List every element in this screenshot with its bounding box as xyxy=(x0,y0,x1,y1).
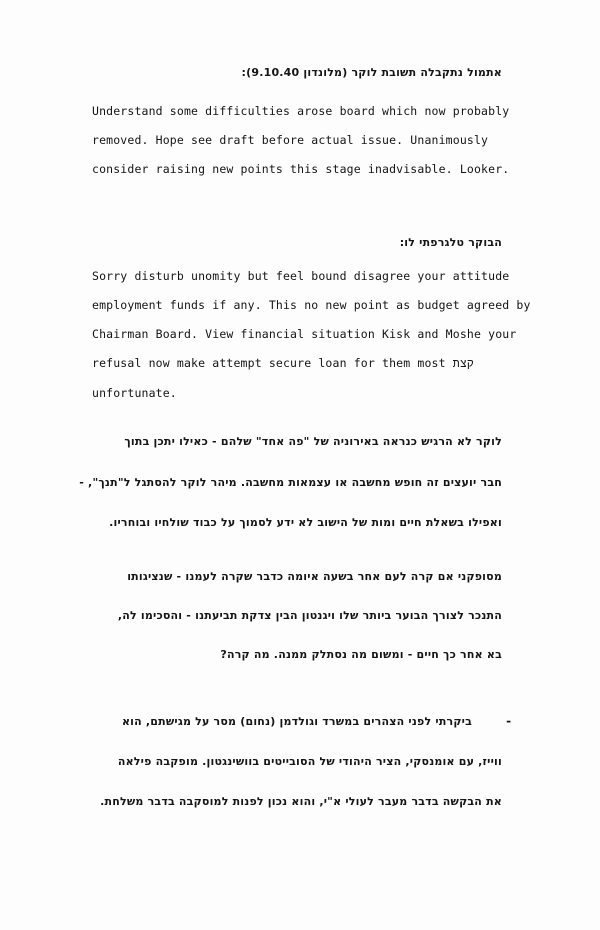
paragraph-dash: - xyxy=(505,714,513,728)
telegram-line: consider raising new points this stage inadvisable. Looker. xyxy=(92,162,510,176)
paragraph-line: התנכר לצורך הבוער ביותר שלו ויגנטון הבין צדקת תביעתנו - והסכימו לה, xyxy=(117,609,502,622)
telegram-line: Chairman Board. View financial situation Kisk and Moshe your xyxy=(92,327,517,341)
paragraph-line: את הבקשה בדבר מעבר לעולי א"י, והוא נכון לפנות למוסקבה בדבר משלחת. xyxy=(100,795,502,808)
telegram-line: Sorry disturb unomity but feel bound disagree your attitude xyxy=(92,269,510,283)
section-heading-telegram-sent: הבוקר טלגרפתי לו: xyxy=(399,236,502,249)
paragraph-line: ווייז, עם אומנסקי, הציר היהודי של הסובייטים בוושינגטון. מופקבה פילאה xyxy=(117,755,502,768)
telegram-line: removed. Hope see draft before actual issue. Unanimously xyxy=(92,133,489,147)
paragraph-line: ביקרתי לפני הצהרים במשרד וגולדמן (נחום) מסר על מגישתם, הוא xyxy=(121,715,472,728)
telegram-line: Understand some difficulties arose board which now probably xyxy=(92,104,510,118)
paragraph-line: לוקר לא הרגיש כנראה באירוניה של "פה אחד" שלהם - כאילו יתכן בתוך xyxy=(124,435,502,448)
telegram-line: unfortunate. xyxy=(92,386,177,400)
telegram-line: refusal now make attempt secure loan for them most קצת xyxy=(92,356,474,370)
paragraph-line: ואפילו בשאלת חיים ומות של הישוב לא ידע לסמוך על כבוד שולחיו ובוחריו. xyxy=(109,516,502,529)
telegram-line: employment funds if any. This no new point as budget agreed by xyxy=(92,298,531,312)
paragraph-line: בא אחר כך חיים - ומשום מה נסתלק ממנה. מה קרה? xyxy=(220,648,502,661)
paragraph-line: חבר יועצים זה חופש מחשבה או עצמאות מחשבה. מיהר לוקר להסתגל ל"תנך", - xyxy=(79,476,502,489)
section-heading-looker-reply: אתמול נתקבלה תשובת לוקר (מלונדון 9.10.40): xyxy=(241,66,502,79)
paragraph-line: מסופקני אם קרה לעם אחר בשעה איומה כדבר שקרה לעמנו - שנציגותו xyxy=(127,570,502,583)
